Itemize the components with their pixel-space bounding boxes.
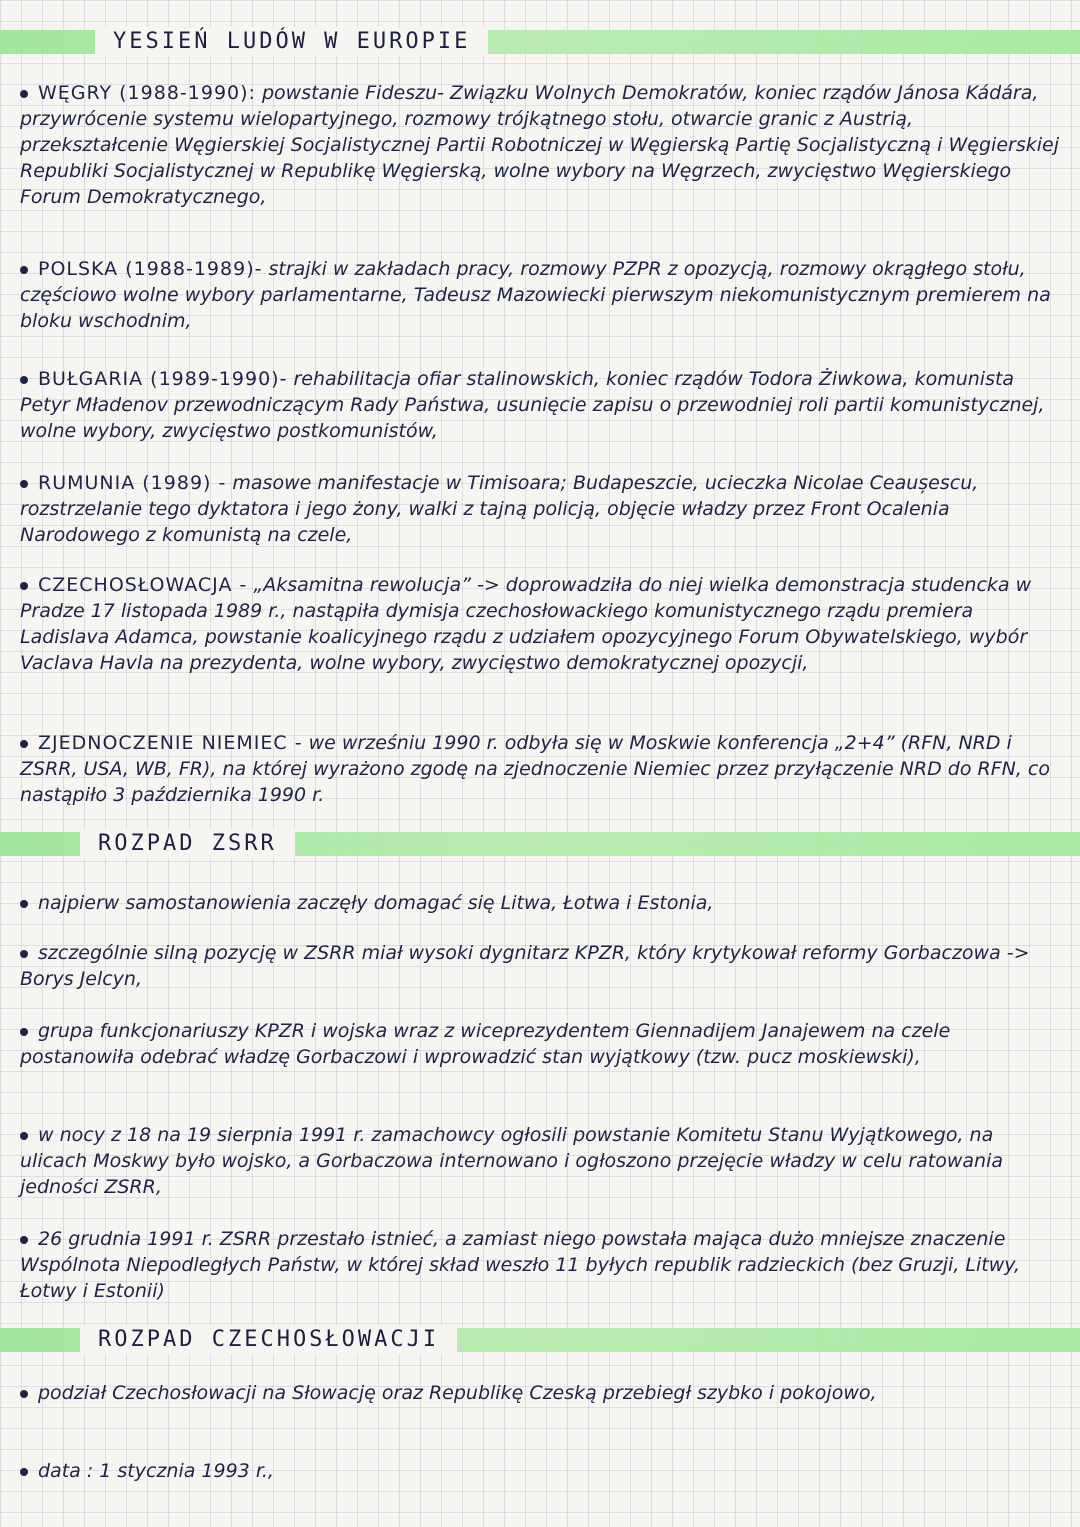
note-poland bbox=[20, 256, 1065, 334]
note-key: CZECHOSŁOWACJA - bbox=[38, 574, 248, 596]
note-german-reunification bbox=[20, 730, 1065, 808]
bullet-dot bbox=[20, 266, 28, 274]
bullet-dot bbox=[20, 740, 28, 748]
note-text: podział Czechosłowacji na Słowację oraz Republikę Czeską przebiegł szybko i pokojowo, bbox=[38, 1382, 877, 1404]
note-text: szczególnie silną pozycję w ZSRR miał wysoki dygnitarz KPZR, który krytykował reformy Gorbaczowa -> Borys Jelcyn, bbox=[20, 942, 1030, 990]
note-text: rehabilitacja ofiar stalinowskich, koniec rządów Todora Żiwkowa, komunista Petyr Mładenov przewodniczącym Rady Państwa, usunięcie zapisu o przewodniej roli partii komunistycznej, wolne wybory, zwycięstwo postkomunistów, bbox=[20, 368, 1045, 442]
note-text: w nocy z 18 na 19 sierpnia 1991 r. zamachowcy ogłosili powstanie Komitetu Stanu Wyjątkowego, na ulicach Moskwy było wojsko, a Gorbaczowa internowano i ogłoszono przejęcie władzy w celu ratowania jedności ZSRR, bbox=[20, 1124, 1004, 1198]
bullet-dot bbox=[20, 582, 28, 590]
bullet-dot bbox=[20, 1236, 28, 1244]
note-ussr-dissolution bbox=[20, 1226, 1065, 1304]
bullet-dot bbox=[20, 1468, 28, 1476]
note-baltic-states bbox=[20, 890, 1065, 916]
note-coup-group bbox=[20, 1018, 1065, 1070]
heading-title: ROZPAD CZECHOSŁOWACJI bbox=[80, 1325, 457, 1354]
heading-title: YESIEŃ LUDÓW W EUROPIE bbox=[95, 27, 488, 56]
note-key: BUŁGARIA (1989-1990)- bbox=[38, 368, 288, 390]
note-date bbox=[20, 1458, 1065, 1484]
note-yeltsin bbox=[20, 940, 1065, 992]
note-romania bbox=[20, 470, 1065, 548]
heading-czechoslovakia-split bbox=[0, 1322, 1080, 1356]
note-czechoslovakia bbox=[20, 572, 1065, 676]
heading-title: ROZPAD ZSRR bbox=[80, 829, 295, 858]
note-text: grupa funkcjonariuszy KPZR i wojska wraz z wiceprezydentem Giennadijem Janajewem na czele postanowiła odebrać władzę Gorbaczowi i wprowadzić stan wyjątkowy (tzw. pucz moskiewski), bbox=[20, 1020, 951, 1068]
note-text: 26 grudnia 1991 r. ZSRR przestało istnieć, a zamiast niego powstała mająca dużo mniejsze znaczenie Wspólnota Niepodległych Państw, w której skład weszło 11 byłych republik radzieckich (bez Gruzji, Litwy, Łotwy i Estonii) bbox=[20, 1228, 1021, 1302]
note-text: data : 1 stycznia 1993 r., bbox=[38, 1460, 274, 1482]
bullet-dot bbox=[20, 1390, 28, 1398]
note-text: we wrześniu 1990 r. odbyła się w Moskwie konferencja „2+4” (RFN, NRD i ZSRR, USA, WB, FR), na której wyrażono zgodę na zjednoczenie Niemiec przez przyłączenie NRD do RFN, co nastąpiło 3 października 1990 r. bbox=[20, 732, 1050, 806]
note-text: „Aksamitna rewolucja” -> doprowadziła do niej wielka demonstracja studencka w Pradze 17 listopada 1989 r., nastąpiła dymisja czechosłowackiego komunistycznego rządu premiera Ladislava Adamca, powstanie koalicyjnego rządu z udziałem opozycyjnego Forum Obywatelskiego, wybór Vaclava Havla na prezydenta, wolne wybory, zwycięstwo demokratycznej opozycji, bbox=[20, 574, 1032, 674]
note-key: WĘGRY (1988-1990): bbox=[38, 82, 256, 104]
note-text: masowe manifestacje w Timisoara; Budapeszcie, ucieczka Nicolae Ceaușescu, rozstrzelanie tego dyktatora i jego żony, walki z tajną policją, objęcie władzy przez Front Ocalenia Narodowego z komunistą na czele, bbox=[20, 472, 979, 546]
bullet-dot bbox=[20, 90, 28, 98]
bullet-dot bbox=[20, 950, 28, 958]
note-key: ZJEDNOCZENIE NIEMIEC - bbox=[38, 732, 303, 754]
bullet-dot bbox=[20, 1132, 28, 1140]
note-key: POLSKA (1988-1989)- bbox=[38, 258, 263, 280]
heading-ussr-collapse bbox=[0, 826, 1080, 860]
note-bulgaria bbox=[20, 366, 1065, 444]
bullet-dot bbox=[20, 480, 28, 488]
note-split bbox=[20, 1380, 1065, 1406]
note-august-coup bbox=[20, 1122, 1065, 1200]
bullet-dot bbox=[20, 376, 28, 384]
heading-autumn-of-nations bbox=[0, 24, 1080, 58]
bullet-dot bbox=[20, 900, 28, 908]
bullet-dot bbox=[20, 1028, 28, 1036]
note-text: powstanie Fideszu- Związku Wolnych Demokratów, koniec rządów Jánosa Kádára, przywrócenie systemu wielopartyjnego, rozmowy trójkątnego stołu, otwarcie granic z Austrią, przekształcenie Węgierskiej Socjalistycznej Partii Robotniczej w Węgierską Partię Socjalistyczną i Węgierskiej Republiki Socjalistycznej w Republikę Węgierską, wolne wybory na Węgrzech, zwycięstwo Węgierskiego Forum Demokratycznego, bbox=[20, 82, 1059, 208]
note-key: RUMUNIA (1989) - bbox=[38, 472, 227, 494]
note-text: najpierw samostanowienia zaczęły domagać się Litwa, Łotwa i Estonia, bbox=[38, 892, 714, 914]
note-text: strajki w zakładach pracy, rozmowy PZPR z opozycją, rozmowy okrągłego stołu, częściowo wolne wybory parlamentarne, Tadeusz Mazowiecki pierwszym niekomunistycznym premierem na bloku wschodnim, bbox=[20, 258, 1051, 332]
note-hungary bbox=[20, 80, 1065, 210]
